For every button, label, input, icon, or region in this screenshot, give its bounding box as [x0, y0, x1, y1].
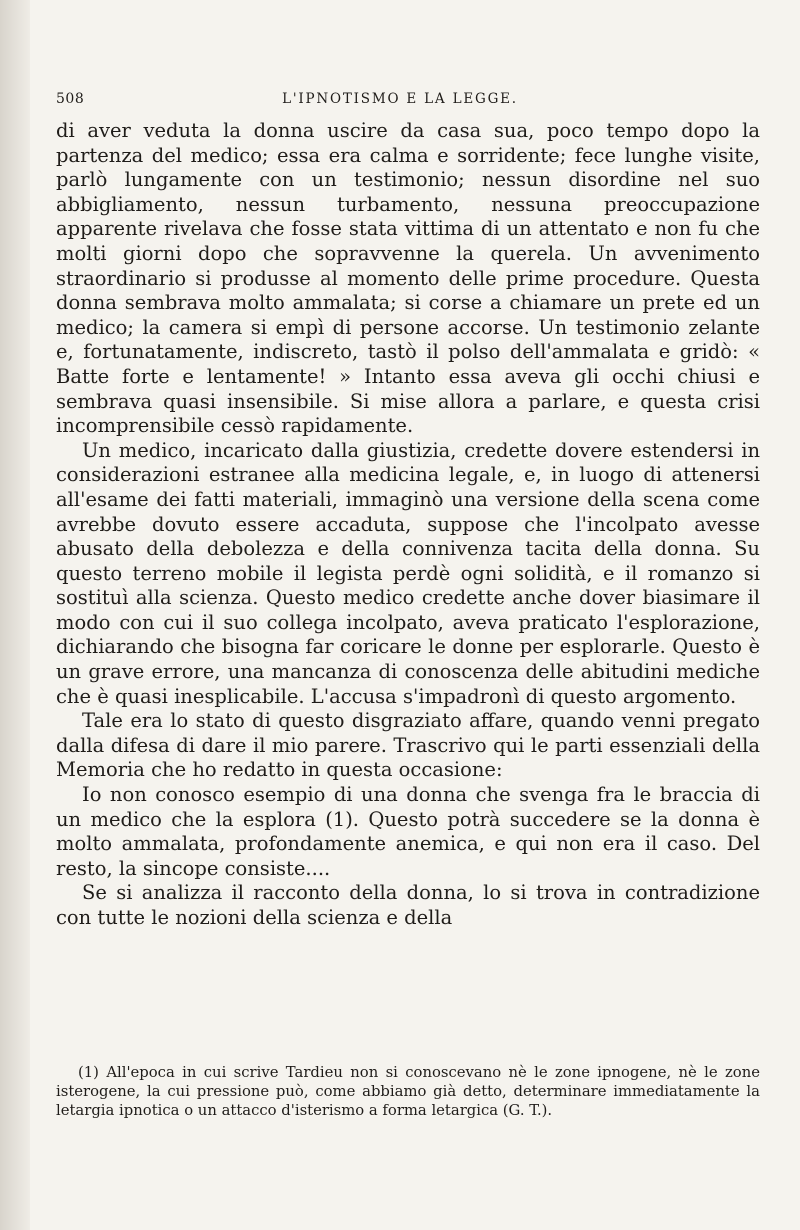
paragraph-continuation: di aver veduta la donna uscire da casa sua, poco tempo dopo la partenza del medico; essa era calma e sorridente; fece lunghe visite, parlò lungamente con un testimonio; nessun disordine nel suo abbigliamento, nessun turbamento, nessuna preoccupazione apparente rivelava che fosse stata vittima di un attentato e non fu che molti giorni dopo che sopravvenne la querela. Un avvenimento straordinario si produsse al momento delle prime procedure. Questa donna sembrava molto ammalata; si corse a chiamare un prete ed un medico; la camera si empì di persone accorse. Un testimonio zelante e, fortunatamente, indiscreto, tastò il polso dell'ammalata e gridò: « Batte forte e lentamente! » Intanto essa aveva gli occhi chiusi e sembrava quasi insensibile. Si mise allora a parlare, e questa crisi incomprensibile cessò rapidamente.	[56, 119, 760, 438]
page-gutter-shadow	[0, 0, 30, 1230]
running-title: L'IPNOTISMO E LA LEGGE.	[282, 91, 518, 107]
running-head	[0, 91, 800, 113]
paragraph: Un medico, incaricato dalla giustizia, credette dovere estendersi in considerazioni estranee alla medicina legale, e, in luogo di attenersi all'esame dei fatti materiali, immaginò una versione della scena come avrebbe dovuto essere accaduta, suppose che l'incolpato avesse abusato della debolezza e della connivenza tacita della donna. Su questo terreno mobile il legista perdè ogni solidità, e il romanzo si sostituì alla scienza. Questo medico credette anche dover biasimare il modo con cui il suo collega incolpato, aveva praticato l'esplorazione, dichiarando che bisogna far coricare le donne per esplorarle. Questo è un grave errore, una mancanza di conoscenza delle abitudini mediche che è quasi inesplicabile. L'accusa s'impadronì di questo argomento.	[56, 438, 760, 708]
paragraph-quotation: Io non conosco esempio di una donna che svenga fra le braccia di un medico che la esplora (1). Questo potrà succedere se la donna è molto ammalata, profondamente anemica, e qui non era il caso. Del resto, la sincope consiste....	[56, 783, 760, 880]
paragraph: Tale era lo stato di questo disgraziato affare, quando venni pregato dalla difesa di dare il mio parere. Trascrivo qui le parti essenziali della Memoria che ho redatto in questa occasione:	[56, 709, 760, 782]
footnote	[56, 1063, 760, 1120]
body-text	[56, 119, 760, 931]
page-number: 508	[56, 91, 85, 107]
footnote-marker: (1)	[78, 1064, 99, 1081]
footnote-text: All'epoca in cui scrive Tardieu non si conoscevano nè le zone ipnogene, nè le zone isterogene, la cui pressione può, come abbiamo già detto, determinare immediatamente la letargia ipnotica o un attacco d'isterismo a forma letargica (G. T.).	[56, 1064, 760, 1119]
paragraph-quotation: Se si analizza il racconto della donna, lo si trova in contradizione con tutte le nozioni della scienza e della	[56, 881, 760, 929]
